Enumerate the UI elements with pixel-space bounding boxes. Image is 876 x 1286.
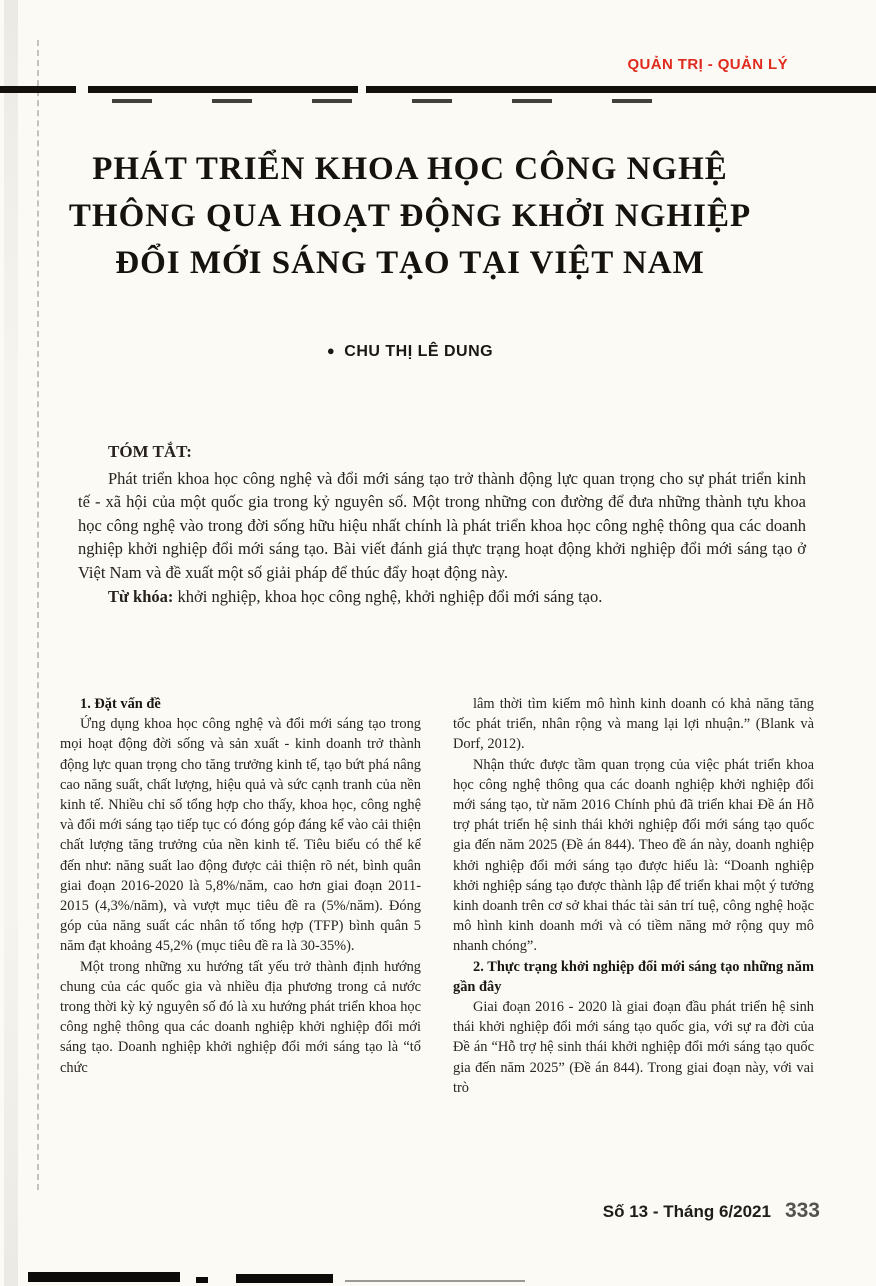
scan-artifact-bar — [28, 1272, 180, 1282]
abstract-body: Phát triển khoa học công nghệ và đổi mới sáng tạo trở thành động lực quan trọng cho sự phát triển kinh tế - xã hội của một quốc gia trong kỷ nguyên số. Một trong những con đường để đưa những thành tựu khoa học công nghệ vào trong đời sống hữu hiệu nhất chính là phát triển khoa học công nghệ thông qua các doanh nghiệp khởi nghiệp đổi mới sáng tạo. Bài viết đánh giá thực trạng hoạt động khởi nghiệp đổi mới sáng tạo ở Việt Nam và đề xuất một số giải pháp để thúc đẩy hoạt động này. — [78, 468, 806, 582]
paragraph: Một trong những xu hướng tất yếu trở thành định hướng chung của các quốc gia và nhiều địa phương trong cả nước trong thời kỳ kỷ nguyên số đó là xu hướng phát triển khoa học công nghệ thông qua các doanh nghiệp khởi nghiệp đổi mới sáng tạo. Doanh nghiệp khởi nghiệp đổi mới sáng tạo là “tổ chức — [60, 958, 421, 1076]
footer-issue: Số 13 - Tháng 6/2021 — [602, 1202, 771, 1221]
section-heading-2: 2. Thực trạng khởi nghiệp đổi mới sáng tạo những năm gần đây — [453, 958, 814, 995]
author-name: CHU THỊ LÊ DUNG — [344, 343, 494, 360]
paragraph: lâm thời tìm kiếm mô hình kinh doanh có khả năng tăng tốc phát triển, nhân rộng và mang lại lợi nhuận.” (Blank và Dorf, 2012). — [453, 696, 814, 753]
journal-section-label: QUẢN TRỊ - QUẢN LÝ — [627, 56, 788, 73]
scan-edge-shading — [4, 0, 18, 1286]
article-title-line-3: ĐỔI MỚI SÁNG TẠO TẠI VIỆT NAM — [115, 245, 705, 281]
paragraph: Nhận thức được tầm quan trọng của việc phát triển khoa học công nghệ thông qua các doanh nghiệp khởi nghiệp đổi mới sáng tạo, từ năm 2016 Chính phủ đã triển khai Đề án Hỗ trợ phát triển hệ sinh thái khởi nghiệp đổi mới sáng tạo quốc gia đến năm 2025 (Đề án 844). Theo đề án này, doanh nghiệp khởi nghiệp đổi mới sáng tạo được hiểu là: “Doanh nghiệp khởi nghiệp sáng tạo được thành lập để triển khai một ý tưởng kinh doanh trên cơ sở khai thác tài sản trí tuệ, công nghệ hoặc mô hình kinh doanh mới và có tiềm năng mở rộng quy mô nhanh chóng”. — [453, 756, 814, 955]
paragraph: Ứng dụng khoa học công nghệ và đổi mới sáng tạo trong mọi hoạt động đời sống và sản xuất - kinh doanh trở thành động lực quan trọng cho tăng trưởng kinh tế, tạo bứt phá nâng cao năng suất, chất lượng, hiệu quả và sức cạnh tranh của nền kinh tế. Nhiều chỉ số tổng hợp cho thấy, khoa học, công nghệ và đổi mới sáng tạo tiếp tục có đóng góp đáng kể vào cải thiện chất lượng tăng trưởng của nền kinh tế. Tiêu biểu có thể kể đến như: năng suất lao động được cải thiện rõ nét, bình quân giai đoạn 2016-2020 là 5,8%/năm, cao hơn giai đoạn 2011-2015 (4,3%/năm), và vượt mục tiêu đề ra (5%/năm). Đóng góp của năng suất các nhân tố tổng hợp (TFP) bình quân 5 năm đạt khoảng 45,2% (mục tiêu đề ra là 30-35%). — [60, 716, 421, 955]
page-footer — [603, 1199, 820, 1223]
section-heading-1: 1. Đặt vấn đề — [80, 696, 161, 712]
scan-artifact-bar — [236, 1274, 333, 1283]
author-bullet-icon: ● — [326, 343, 336, 358]
keywords-label: Từ khóa: — [108, 586, 174, 606]
scan-artifact-bar — [196, 1277, 208, 1283]
abstract-heading: TÓM TẮT: — [108, 442, 192, 461]
abstract-section — [78, 440, 806, 608]
keywords-text: khởi nghiệp, khoa học công nghệ, khởi nghiệp đổi mới sáng tạo. — [173, 586, 603, 606]
header-rule-dashes — [112, 99, 652, 103]
scan-artifact-bar — [345, 1280, 525, 1282]
article-body — [60, 694, 814, 1098]
scan-artifact-dashed-line — [37, 40, 39, 1190]
paragraph: Giai đoạn 2016 - 2020 là giai đoạn đầu phát triển hệ sinh thái khởi nghiệp đổi mới sáng tạo quốc gia, với sự ra đời của Đề án “Hỗ trợ hệ sinh thái khởi nghiệp đổi mới sáng tạo quốc gia đến năm 2025” (Đề án 844). Trong giai đoạn này, với vai trò — [453, 999, 814, 1096]
keywords-line — [78, 585, 806, 609]
header-rule — [0, 86, 876, 93]
author-line — [58, 343, 762, 361]
right-column — [453, 694, 814, 1098]
footer-page-number: 333 — [784, 1199, 820, 1222]
left-column — [60, 694, 421, 1098]
article-title-line-2: THÔNG QUA HOẠT ĐỘNG KHỞI NGHIỆP — [68, 198, 752, 234]
article-title-line-1: PHÁT TRIỂN KHOA HỌC CÔNG NGHỆ — [92, 151, 728, 187]
article-title — [58, 146, 762, 287]
